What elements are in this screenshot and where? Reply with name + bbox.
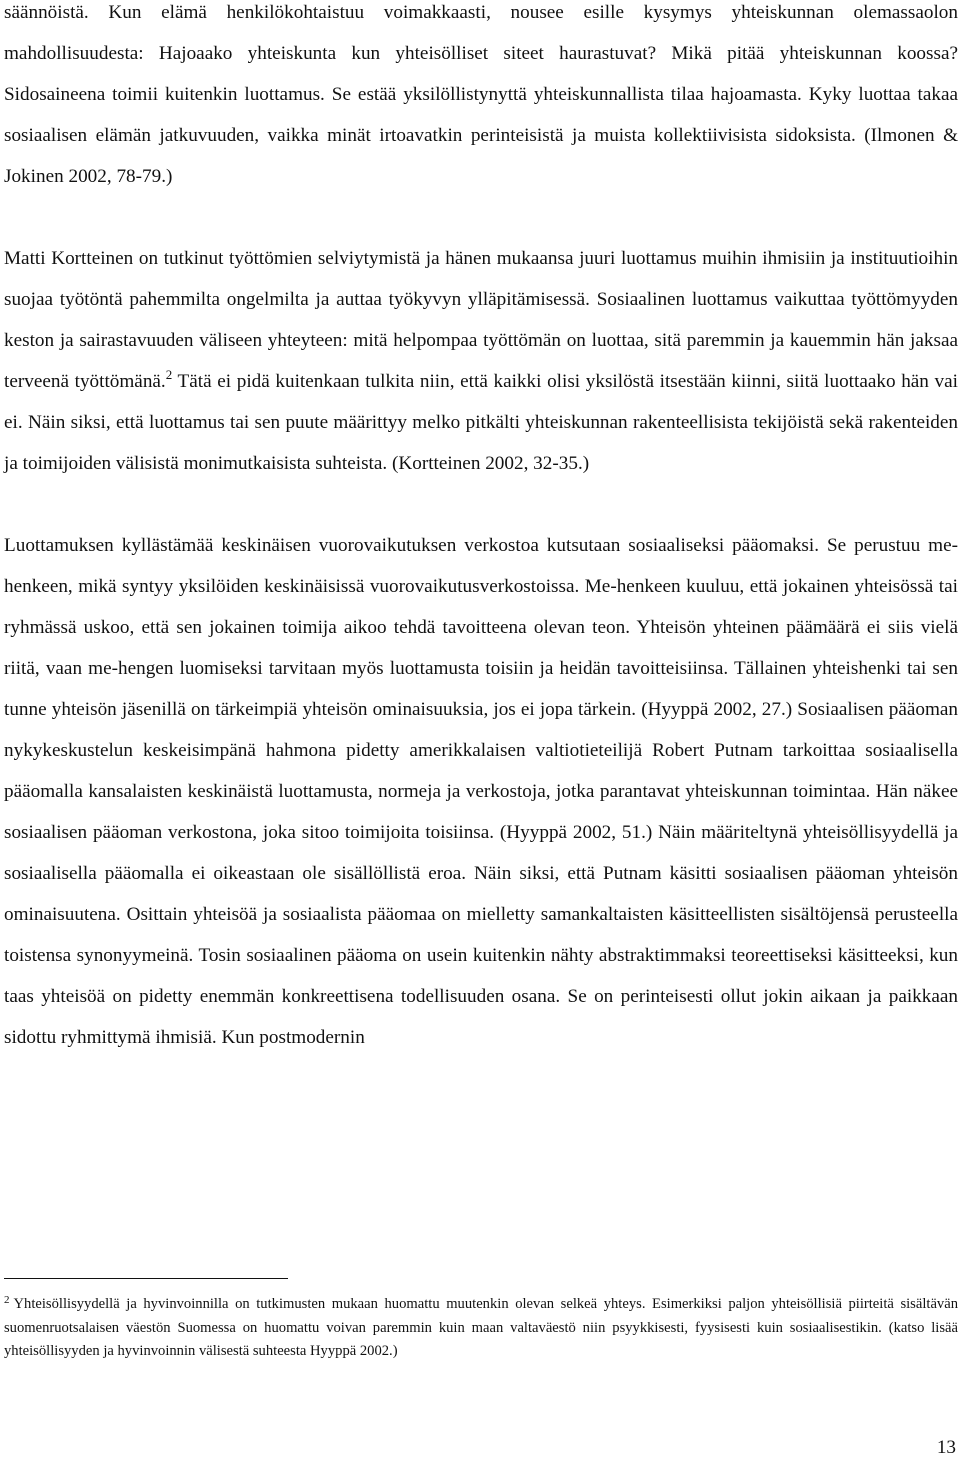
- paragraph-trust-cohesion: säännöistä. Kun elämä henkilökohtaistuu voimakkaasti, nousee esille kysymys yhteiskunnan olemassaolon mahdollisuudesta: Hajoaako yhteiskunta kun yhteisölliset siteet haurastuvat? Mikä pitää yhteiskunnan koossa? Sidosaineena toimii kuitenkin luottamus. Se estää yksilöllistynyttä yhteiskunnallista tilaa hajoamasta. Kyky luottaa takaa sosiaalisen elämän jatkuvuuden, vaikka minät irtoavatkin perinteisistä ja muista kollektiivisista sidoksista. (Ilmonen & Jokinen 2002, 78-79.): [4, 2, 958, 187]
- footnote-reference[interactable]: 2: [165, 367, 173, 382]
- paragraph-kortteinen-text-2: Tätä ei pidä kuitenkaan tulkita niin, että kaikki olisi yksilöstä itsestään kiinni, siitä luottaako hän vai ei. Näin siksi, että luottamus tai sen puute määrittyy melko pitkälti yhteiskunnan rakenteellisista tekijöistä sekä rakenteiden ja toimijoiden välisistä monimutkaisista suhteista. (Kortteinen 2002, 32-35.): [4, 371, 958, 474]
- paragraph-kortteinen: [4, 238, 958, 484]
- footnote-text: Yhteisöllisyydellä ja hyvinvoinnilla on tutkimusten mukaan huomattu muutenkin olevan selkeä yhteys. Esimerkiksi paljon yhteisöllisiä piirteitä sisältävän suomenruotsalaisen väestön Suomessa on huomattu voivan paremmin kuin maan valtaväestö niin psyykkisesti, fyysisesti kuin sosiaalisestikin. (katso lisää yhteisöllisyyden ja hyvinvoinnin välisestä suhteesta Hyyppä 2002.): [4, 1296, 958, 1359]
- paragraph-social-capital: Luottamuksen kyllästämää keskinäisen vuorovaikutuksen verkostoa kutsutaan sosiaaliseksi pääomaksi. Se perustuu me-henkeen, mikä syntyy yksilöiden keskinäisissä vuorovaikutusverkostoissa. Me-henkeen kuuluu, että jokainen yhteisössä tai ryhmässä uskoo, että sen jokainen toimija aikoo tehdä tavoitteena olevan teon. Yhteisön yhteinen päämäärä ei siis vielä riitä, vaan me-hengen luomiseksi tarvitaan myös luottamusta toisiin ja heidän tavoitteisiinsa. Tällainen yhteishenki tai sen tunne yhteisön jäsenillä on tärkeimpiä yhteisön ominaisuuksia, jos ei jopa tärkein. (Hyyppä 2002, 27.) Sosiaalisen pääoman nykykeskustelun keskeisimpänä hahmona pidetty amerikkalaisen valtiotieteilijä Robert Putnam tarkoittaa sosiaalisella pääomalla kansalaisten keskinäistä luottamusta, normeja ja verkostoja, jotka parantavat yhteiskunnan toimintaa. Hän näkee sosiaalisen pääoman verkostona, joka sitoo toimijoita toisiinsa. (Hyyppä 2002, 51.) Näin määriteltynä yhteisöllisyydellä ja sosiaalisella pääomalla ei oikeastaan ole sisällöllistä eroa. Näin siksi, että Putnam käsitti sosiaalisen pääoman yhteisön ominaisuutena. Osittain yhteisöä ja sosiaalista pääomaa on mielletty samankaltaisten käsitteellisten sisältöjensä perusteella toistensa synonyymeinä. Tosin sosiaalinen pääoma on usein kuitenkin nähty abstraktimmaksi teoreettiseksi käsitteeksi, kun taas yhteisöä on pidetty enemmän konkreettisena todellisuuden osana. Se on perinteisesti ollut jokin aikaan ja paikkaan sidottu ryhmittymä ihmisiä. Kun postmodernin: [4, 535, 958, 1048]
- document-body: [4, 0, 958, 1058]
- footnote-mark: 2: [4, 1294, 10, 1306]
- footnote: [4, 1293, 958, 1364]
- paragraph-kortteinen-text-1: Matti Kortteinen on tutkinut työttömien selviytymistä ja hänen mukaansa juuri luottamus muihin ihmisiin ja instituutioihin suojaa työtöntä pahemmilta ongelmilta ja auttaa työkyvyn ylläpitämisessä. Sosiaalinen luottamus vaikuttaa työttömyyden keston ja sairastavuuden väliseen yhteyteen: mitä helpompaa työttömän on luottaa, sitä paremmin ja kauemmin hän jaksaa terveenä työttömänä.: [4, 248, 958, 392]
- page-number: 13: [936, 1437, 956, 1458]
- footnote-separator: [4, 1278, 288, 1279]
